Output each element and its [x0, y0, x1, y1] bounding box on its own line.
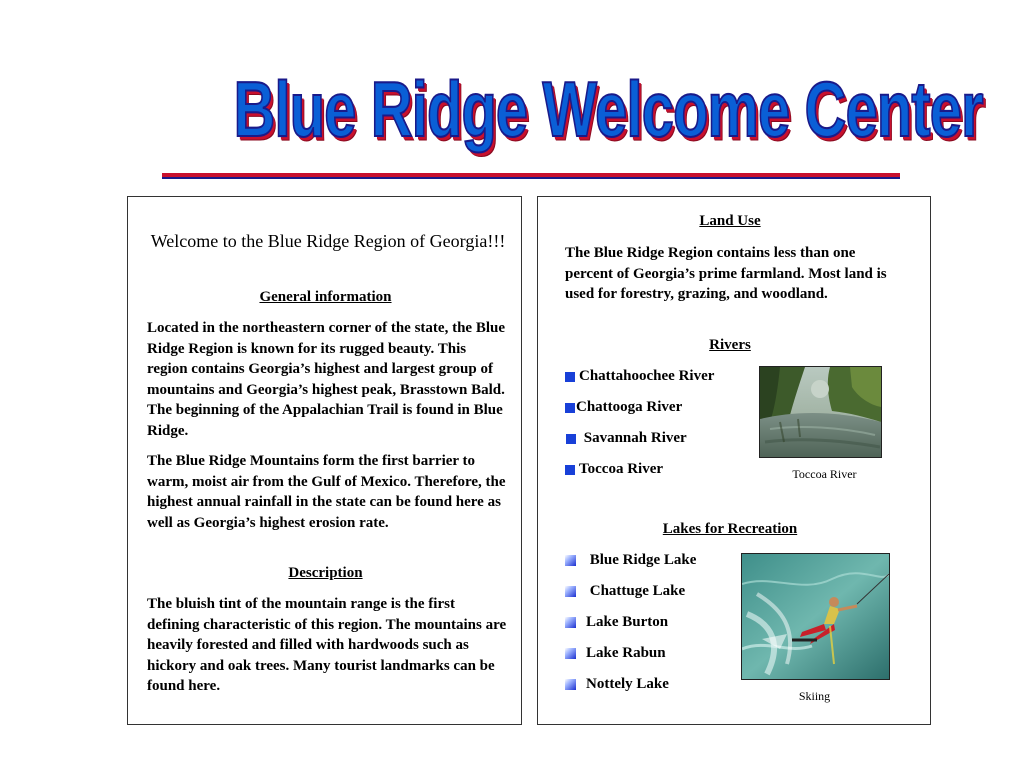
list-item: [565, 397, 765, 428]
list-item: [565, 612, 765, 643]
lake-label: Chattuge Lake: [586, 583, 686, 599]
lake-label: Lake Rabun: [586, 645, 666, 661]
list-item: [565, 643, 765, 674]
description-paragraph: The bluish tint of the mountain range is the first defining characteristic of this region. The mountains are heavily forested and filled with hardwoods such as hickory and oak trees. Many tourist landmarks can be found here.: [147, 596, 507, 694]
square-bullet-icon: [565, 465, 575, 475]
list-item: [565, 428, 765, 459]
square-bullet-icon: [566, 434, 576, 444]
general-information-paragraph-2: The Blue Ridge Mountains form the first barrier to warm, moist air from the Gulf of Mexico. Therefore, the highest annual rainfall in the state can be found here as well as Georgia’s highest erosion rate.: [147, 453, 506, 531]
list-item: [565, 366, 765, 397]
welcome-heading: Welcome to the Blue Ridge Region of Georgia!!!: [150, 231, 506, 251]
square-bullet-icon: [565, 372, 575, 382]
gradient-bullet-icon: [565, 586, 576, 597]
river-label: Savannah River: [580, 430, 687, 446]
rivers-heading: Rivers: [709, 337, 751, 353]
title-underline: [162, 173, 900, 179]
list-item: [565, 674, 765, 705]
left-panel: [127, 196, 522, 725]
lakes-heading: Lakes for Recreation: [662, 521, 798, 537]
list-item: [565, 550, 765, 581]
skiing-photo: [741, 553, 890, 680]
general-information-paragraph-1: Located in the northeastern corner of the state, the Blue Ridge Region is known for its rugged beauty. This region contains Georgia’s highest and largest group of mountains and Georgia’s highest peak, Brasstown Bald. The beginning of the Appalachian Trail is found in Blue Ridge.: [147, 320, 505, 439]
square-bullet-icon: [565, 403, 575, 413]
toccoa-river-caption: Toccoa River: [792, 467, 857, 481]
title-banner: [150, 45, 983, 185]
general-information-heading: General information: [259, 289, 392, 305]
list-item: [565, 459, 765, 490]
skiing-caption: Skiing: [798, 689, 831, 703]
river-label: Chattooga River: [576, 399, 683, 415]
lake-label: Nottely Lake: [586, 676, 669, 692]
river-label: Toccoa River: [579, 461, 664, 477]
rivers-list: [565, 366, 765, 490]
lake-label: Lake Burton: [586, 614, 669, 630]
lake-label: Blue Ridge Lake: [586, 552, 697, 568]
page-title: Blue Ridge Welcome Center: [233, 65, 983, 154]
gradient-bullet-icon: [565, 617, 576, 628]
right-panel: [537, 196, 931, 725]
lakes-list: [565, 550, 765, 705]
river-label: Chattahoochee River: [579, 368, 715, 384]
list-item: [565, 581, 765, 612]
gradient-bullet-icon: [565, 679, 576, 690]
description-heading: Description: [288, 565, 363, 581]
land-use-heading: Land Use: [699, 213, 761, 229]
toccoa-river-photo: [759, 366, 882, 458]
gradient-bullet-icon: [565, 555, 576, 566]
gradient-bullet-icon: [565, 648, 576, 659]
land-use-paragraph: The Blue Ridge Region contains less than one percent of Georgia’s prime farmland. Most land is used for forestry, grazing, and woodland.: [565, 245, 887, 302]
